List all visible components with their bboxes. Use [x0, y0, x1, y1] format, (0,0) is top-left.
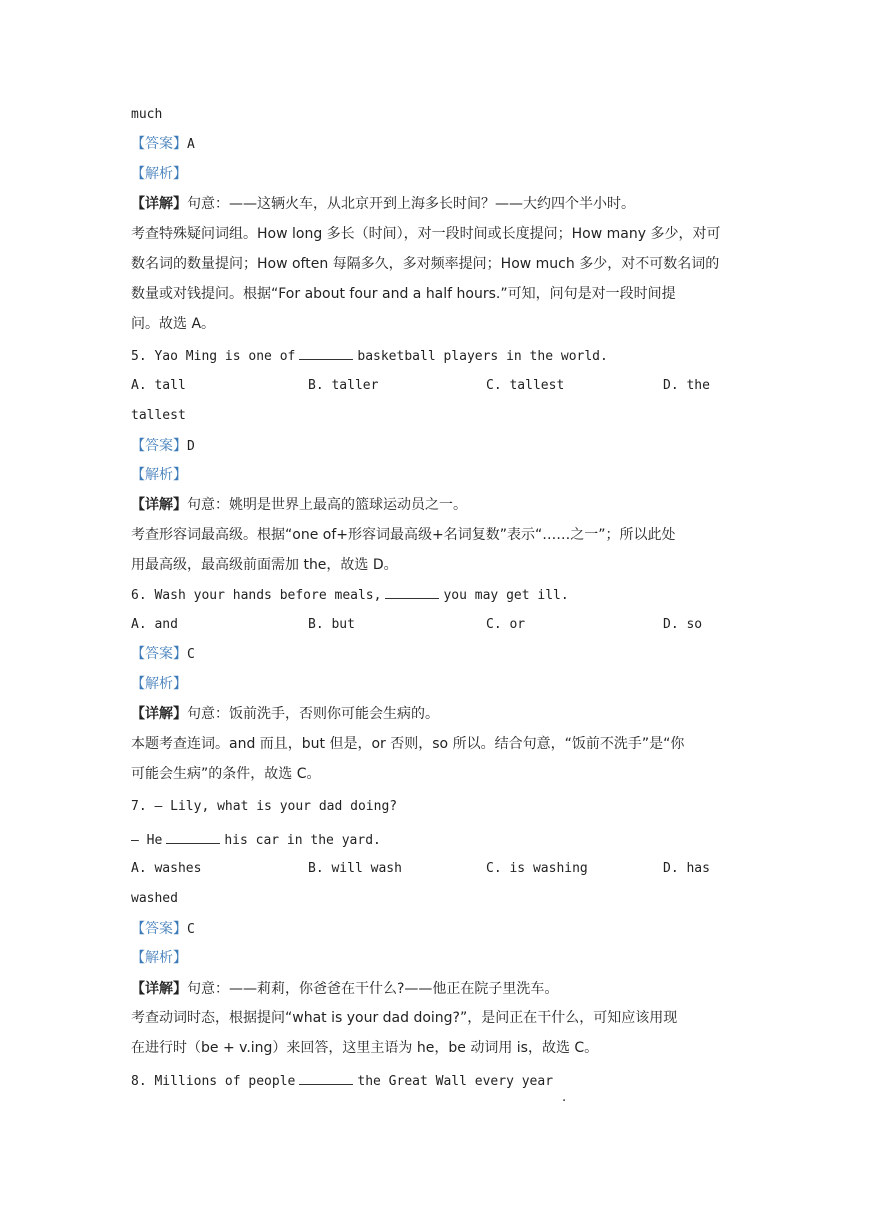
option-b: B. will wash	[308, 861, 402, 876]
detail-line	[131, 980, 558, 998]
option-continuation: washed	[131, 891, 178, 906]
option-continuation: tallest	[131, 408, 186, 423]
explanation-line: 考查动词时态，根据提问“what is your dad doing?”，是问正在干什么，可知应该用现	[131, 1010, 678, 1026]
answer-tag: 【答案】	[131, 136, 187, 152]
option-a: A. tall	[131, 378, 186, 393]
detail-line	[131, 195, 635, 213]
explanation-line: 考查形容词最高级。根据“one of+形容词最高级+名词复数”表示“……之一”；所以此处	[131, 527, 676, 543]
analysis-tag: 【解析】	[131, 676, 187, 692]
answer-line	[131, 135, 195, 154]
option-continuation: much	[131, 107, 163, 122]
analysis-tag: 【解析】	[131, 166, 187, 182]
detail-tag: 【详解】	[131, 497, 187, 513]
option-c: C. tallest	[486, 378, 565, 393]
answer-line	[131, 437, 195, 456]
answer-line	[131, 645, 195, 664]
explanation-line: 数量或对钱提问。根据“For about four and a half hours.”可知，问句是对一段时间提	[131, 286, 676, 302]
question-stem: 6. Wash your hands before meals, you may get ill.	[131, 588, 569, 603]
question-stem: 7. — Lily, what is your dad doing?	[131, 799, 398, 814]
option-d: D. has	[663, 861, 710, 876]
answer-tag: 【答案】	[131, 646, 187, 662]
answer-blank	[299, 1072, 353, 1085]
explanation-line: 数名词的数量提问；How often 每隔多久，多对频率提问；How much 多少，对不可数名词的	[131, 256, 720, 272]
analysis-tag: 【解析】	[131, 950, 187, 966]
answer-value: C	[187, 922, 195, 937]
answer-value: A	[187, 137, 195, 152]
detail-line	[131, 496, 467, 514]
explanation-line: 在进行时（be + v.ing）来回答，这里主语为 he，be 动词用 is，故选 C。	[131, 1040, 599, 1056]
explanation-line: 用最高级，最高级前面需加 the，故选 D。	[131, 557, 398, 573]
detail-text: 句意：——这辆火车，从北京开到上海多长时间？——大约四个半小时。	[187, 196, 635, 212]
explanation-line: 考查特殊疑问词组。How long 多长（时间），对一段时间或长度提问；How many 多少，对可	[131, 226, 721, 242]
explanation-line: 问。故选 A。	[131, 316, 216, 332]
detail-text: 句意：——莉莉，你爸爸在干什么?——他正在院子里洗车。	[187, 981, 559, 997]
question-stem: 8. Millions of people the Great Wall every year	[131, 1074, 554, 1089]
explanation-line: 可能会生病”的条件，故选 C。	[131, 766, 321, 782]
option-c: C. or	[486, 617, 526, 632]
detail-line	[131, 705, 439, 723]
answer-tag: 【答案】	[131, 921, 187, 937]
option-a: A. washes	[131, 861, 202, 876]
sentence-period: .	[562, 1090, 567, 1105]
option-c: C. is washing	[486, 861, 588, 876]
answer-tag: 【答案】	[131, 438, 187, 454]
option-b: B. but	[308, 617, 355, 632]
answer-blank	[385, 586, 439, 599]
answer-line	[131, 920, 195, 939]
question-stem: 5. Yao Ming is one of basketball players in the world.	[131, 349, 608, 364]
option-b: B. taller	[308, 378, 379, 393]
option-d: D. so	[663, 617, 703, 632]
answer-value: C	[187, 647, 195, 662]
detail-tag: 【详解】	[131, 981, 187, 997]
analysis-tag: 【解析】	[131, 467, 187, 483]
question-stem-2: — He his car in the yard.	[131, 833, 381, 848]
detail-text: 句意：姚明是世界上最高的篮球运动员之一。	[187, 497, 467, 513]
option-a: A. and	[131, 617, 178, 632]
explanation-line: 本题考查连词。and 而且，but 但是，or 否则，so 所以。结合句意，“饭前不洗手”是“你	[131, 736, 685, 752]
answer-blank	[299, 347, 353, 360]
option-d: D. the	[663, 378, 710, 393]
answer-value: D	[187, 439, 195, 454]
detail-tag: 【详解】	[131, 706, 187, 722]
detail-text: 句意：饭前洗手，否则你可能会生病的。	[187, 706, 439, 722]
detail-tag: 【详解】	[131, 196, 187, 212]
answer-blank	[166, 831, 220, 844]
